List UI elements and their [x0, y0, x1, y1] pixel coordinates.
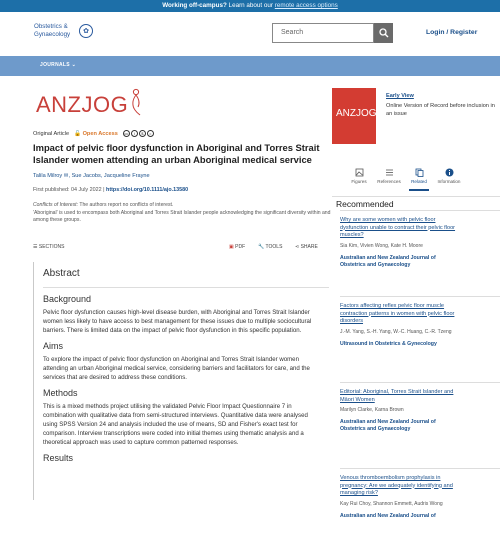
tab-label: References: [377, 179, 401, 184]
early-view-description: Online Version of Record before inclusion in an issue: [386, 103, 495, 117]
journal-logo[interactable]: ANZJOG: [36, 92, 129, 117]
tab-references[interactable]: [374, 168, 404, 188]
abstract-heading: Abstract: [43, 268, 329, 288]
tab-label: Related: [411, 179, 427, 184]
journal-nav: [0, 56, 500, 76]
article-notes: [33, 202, 333, 225]
share-button[interactable]: ⋖ SHARE: [295, 244, 318, 250]
tab-related[interactable]: [404, 168, 434, 188]
search-input[interactable]: Search: [272, 23, 374, 43]
methods-text: This is a mixed methods project utilising the validated Pelvic Floor Impact Questionnaire 7 in combination with qualitative data from semi-structured interviews. Quantitative data were analysed using SPSS Version 24 and analysis included the use of means, SD and Fisher's exact test for comparison. Interview transcriptions were coded into initial themes using thematic analysis and a theoretical approach was used to capture common patterned responses.: [43, 403, 308, 446]
login-register-link[interactable]: Login / Register: [426, 29, 478, 36]
recommended-panel: [332, 196, 500, 548]
recommended-heading: Recommended: [332, 196, 500, 210]
early-view-link[interactable]: Early View: [386, 93, 414, 99]
sidebar-tabs: [344, 168, 464, 188]
open-access-badge: 🔓 Open Access: [74, 130, 118, 137]
by-icon: i: [131, 130, 138, 137]
tab-figures[interactable]: [344, 168, 374, 188]
abstract-section: [33, 262, 329, 500]
remote-access-link[interactable]: remote access options: [274, 2, 338, 9]
cc-icon: cc: [124, 131, 129, 136]
recommended-authors: J.-M. Yang, S.-H. Yang, W.-C. Huang, C.-R. Tzeng: [340, 328, 452, 335]
recommended-journal: Ultrasound in Obstetrics & Gynecology: [340, 340, 437, 347]
separator: |: [103, 187, 107, 193]
search-button[interactable]: [374, 23, 393, 43]
society-logo[interactable]: [34, 23, 93, 38]
search-icon: [379, 28, 389, 38]
info-icon: [445, 168, 454, 177]
recommended-item: [340, 382, 500, 468]
recommended-item: [340, 210, 500, 296]
society-logo-text: [34, 23, 78, 38]
recommended-item: [340, 468, 500, 548]
coi-label: Conflicts of Interest:: [33, 202, 79, 208]
doi-link[interactable]: https://doi.org/10.1111/ajo.13580: [106, 187, 189, 193]
tab-label: Information: [437, 179, 461, 184]
recommended-link[interactable]: Editorial: Aboriginal, Torres Strait Islander and Māori Women: [340, 389, 454, 403]
cover-title: ANZJOG: [336, 108, 377, 119]
seal-icon: ✿: [79, 24, 93, 38]
pdf-icon: ▣: [229, 244, 234, 250]
aims-text: To explore the impact of pelvic floor dysfunction on Aboriginal and Torres Strait Islander women attending an urban Aboriginal medical service, considering barriers and facilitators for care, and the services that are desired to address these conditions.: [43, 356, 310, 381]
sections-button[interactable]: ☰ SECTIONS: [33, 244, 65, 250]
remote-access-banner: [0, 0, 500, 12]
nd-icon: =: [147, 130, 154, 137]
logo-line-2: Gynaecology: [34, 30, 71, 38]
methods-heading: Methods: [43, 388, 78, 398]
tools-button[interactable]: 🔧 TOOLS: [258, 244, 283, 250]
article-toolbar: [33, 242, 321, 254]
article-meta: [33, 130, 154, 137]
recommended-journal: Australian and New Zealand Journal of: [340, 512, 436, 519]
article-type: Original Article: [33, 130, 70, 137]
recommended-link[interactable]: Why are some women with pelvic floor dysfunction unable to contract their pelvic floor muscles?: [340, 217, 456, 238]
recommended-link[interactable]: Factors affecting reflex pelvic floor muscle contraction patterns in women with pelvic floor disorders: [340, 303, 455, 324]
banner-text: Learn about our: [226, 2, 275, 9]
related-icon: [415, 168, 424, 177]
recommended-authors: Marilyn Clarke, Karna Brown: [340, 407, 404, 413]
published-date: First published: 04 July 2022: [33, 187, 102, 193]
coi-text: The authors report no conflicts of interest.: [78, 202, 174, 208]
recommended-journal: Australian and New Zealand Journal of Obstetrics and Gynaecology: [340, 419, 436, 432]
tab-label: Figures: [351, 179, 367, 184]
site-header: [0, 12, 500, 56]
pdf-button[interactable]: ▣ PDF: [229, 244, 246, 250]
background-heading: Background: [43, 294, 92, 304]
logo-line-1: Obstetrics &: [34, 23, 68, 30]
background-text: Pelvic floor dysfunction causes high-level disease burden, with Aboriginal and Torres Strait Islander women less likely to have access to best management for these issues due to multiple sociocultural barriers. There is limited data on the impact of pelvic floor dysfunction in this specific population.: [43, 309, 312, 334]
wrench-icon: 🔧: [258, 244, 265, 250]
figures-icon: [355, 168, 364, 177]
author-list[interactable]: Talila Milroy ✉, Sue Jacobs, Jacqueline Frayne: [33, 173, 150, 179]
terminology-note: 'Aboriginal' is used to encompass both Aboriginal and Torres Strait Islander people acknowledging the significant diversity within and among these groups.: [33, 209, 331, 223]
recommended-authors: Kay Rui Choy, Shannon Emmett, Audris Wong: [340, 500, 443, 507]
recommended-journal: Australian and New Zealand Journal of Obstetrics and Gynaecology: [340, 254, 436, 268]
woman-figure-icon: [129, 88, 143, 116]
aims-heading: Aims: [43, 341, 63, 351]
license-icons[interactable]: [123, 130, 154, 137]
journals-menu[interactable]: JOURNALS ⌄: [40, 62, 77, 68]
banner-bold: Working off-campus?: [162, 2, 227, 9]
article-title: Impact of pelvic floor dysfunction in Aboriginal and Torres Strait Islander women attending an urban Aboriginal medical service: [33, 142, 320, 165]
results-heading: Results: [43, 453, 74, 463]
share-icon: ⋖: [295, 244, 300, 250]
recommended-link[interactable]: Venous thromboembolism prophylaxis in pregnancy: Are we adequately identifying and managing risk?: [340, 475, 453, 496]
references-icon: [385, 168, 394, 177]
journal-cover[interactable]: [332, 88, 376, 144]
publication-info: [33, 187, 188, 193]
nc-icon: $: [139, 130, 146, 137]
recommended-item: [340, 296, 500, 382]
recommended-authors: Sia Kim, Vivien Wong, Kate H. Moore: [340, 242, 423, 249]
tab-information[interactable]: [434, 168, 464, 188]
